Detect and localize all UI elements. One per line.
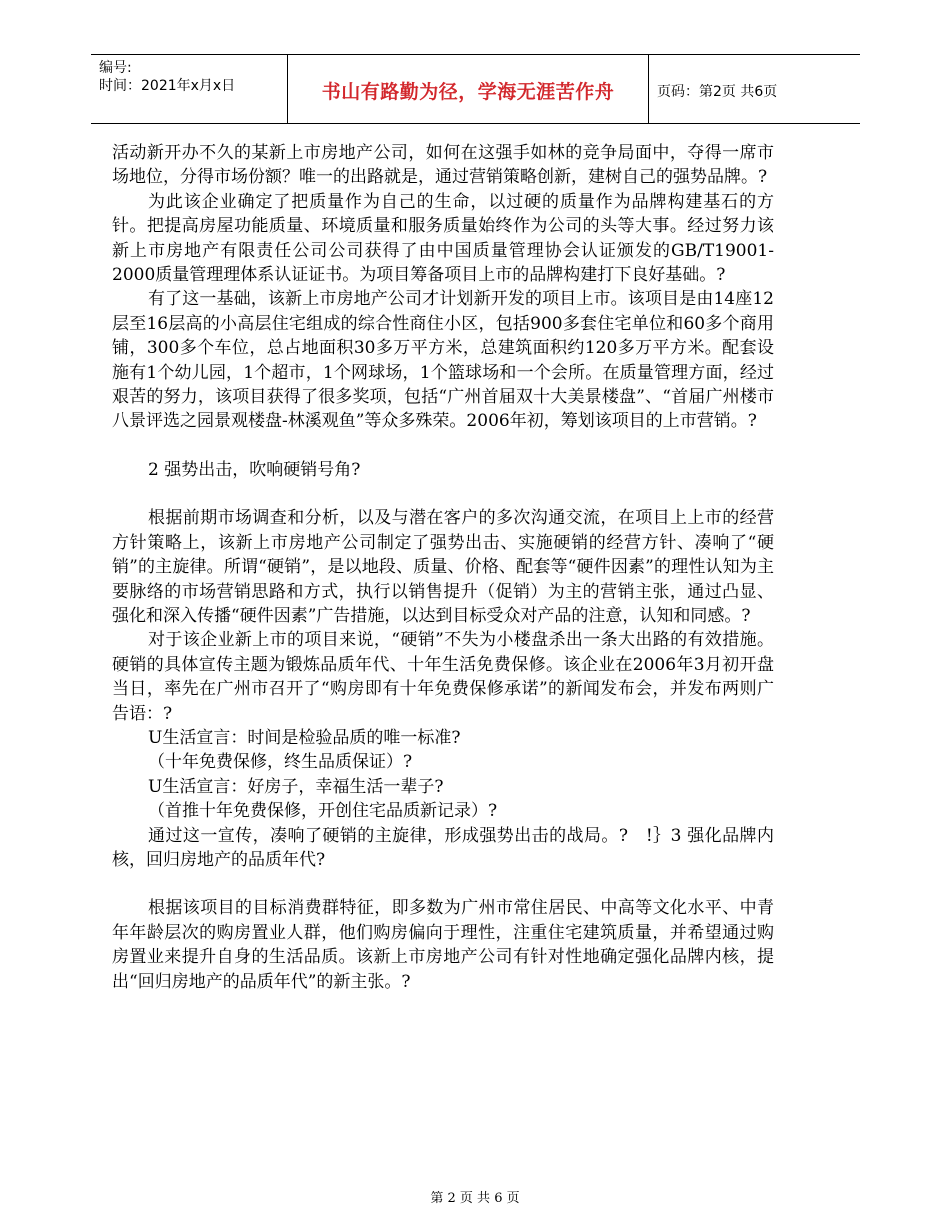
header-motto: 书山有路勤为径，学海无涯苦作舟	[321, 81, 615, 103]
slogan-line: （十年免费保修，终生品质保证）?	[148, 752, 413, 773]
spacer	[112, 434, 774, 458]
slogan-line: U生活宣言：好房子，幸福生活一辈子?	[148, 776, 444, 797]
paragraph: 有了这一基础，该新上市房地产公司才计划新开发的项目上市。该项目是由14座12层至16层高的小高层住宅组成的综合性商住小区，包括900多套住宅单位和60多个商用铺，300多个车位，总占地面积30多万平方米，总建筑面积约120多万平方米。配套设施有1个幼儿园，1个超市，1个网球场，1个篮球场和一个会所。在质量管理方面，经过艰苦的努力，该项目获得了很多奖项，包括“广州首届双十大美景楼盘”、“首届广州楼市八景评选之园景观楼盘-林溪观鱼”等众多殊荣。2006年初，筹划该项目的上市营销。?	[112, 289, 774, 432]
document-number-label: 编号:	[99, 60, 132, 76]
paragraph: 对于该企业新上市的项目来说，“硬销”不失为小楼盘杀出一条大出路的有效措施。硬销的具体宣传主题为锻炼品质年代、十年生活免费保修。该企业在2006年3月初开盘当日，率先在广州市召开了“购房即有十年免费保修承诺”的新闻发布会，并发布两则广告语：?	[112, 630, 774, 724]
header-meta	[99, 59, 279, 95]
page-footer: 第 2 页 共 6 页	[430, 1191, 520, 1206]
paragraph: 根据前期市场调查和分析，以及与潜在客户的多次沟通交流，在项目上上市的经营方针策略上，该新上市房地产公司制定了强势出击、实施硬销的经营方针、凑响了“硬销”的主旋律。所谓“硬销”，是以地段、质量、价格、配套等“硬件因素”的理性认知为主要脉络的市场营销思路和方式，执行以销售提升（促销）为主的营销主张，通过凸显、强化和深入传播“硬件因素”广告措施，以达到目标受众对产品的注意，认知和同感。?	[112, 508, 774, 626]
header-page-info: 页码：第2页 共6页	[657, 84, 778, 100]
paragraph: 通过这一宣传，凑响了硬销的主旋律，形成强势出击的战局。? !｝3 强化品牌内核，回归房地产的品质年代?	[112, 825, 774, 870]
paragraph: 为此该企业确定了把质量作为自己的生命，以过硬的质量作为品牌构建基石的方针。把提高房屋功能质量、环境质量和服务质量始终作为公司的头等大事。经过努力该新上市房地产有限责任公司公司获得了由中国质量管理协会认证颁发的GB/T19001-2000质量管理理体系认证证书。为项目筹备项目上市的品牌构建打下良好基础。?	[112, 191, 774, 286]
slogan-line: U生活宣言：时间是检验品质的唯一标准?	[148, 727, 461, 748]
paragraph: 根据该项目的目标消费群特征，即多数为广州市常住居民、中高等文化水平、中青年年龄层次的购房置业人群，他们购房偏向于理性，注重住宅建筑质量，并希望通过购房置业来提升自身的生活品质。该新上市房地产公司有针对性地确定强化品牌内核，提出“回归房地产的品质年代”的新主张。?	[112, 898, 774, 992]
section-heading: 2 强势出击，吹响硬销号角?	[148, 459, 361, 480]
header-motto-cell	[287, 55, 649, 123]
slogan-line: （首推十年免费保修，开创住宅品质新记录）?	[148, 801, 498, 822]
paragraph: 活动新开办不久的某新上市房地产公司，如何在这强手如林的竞争局面中，夺得一席市场地位，分得市场份额？唯一的出路就是，通过营销策略创新，建树自己的强势品牌。?	[112, 143, 774, 188]
document-time: 时间：2021年x月x日	[99, 78, 236, 94]
document-body	[112, 141, 774, 994]
document-header	[91, 54, 860, 124]
spacer	[112, 872, 774, 896]
spacer	[112, 482, 774, 506]
